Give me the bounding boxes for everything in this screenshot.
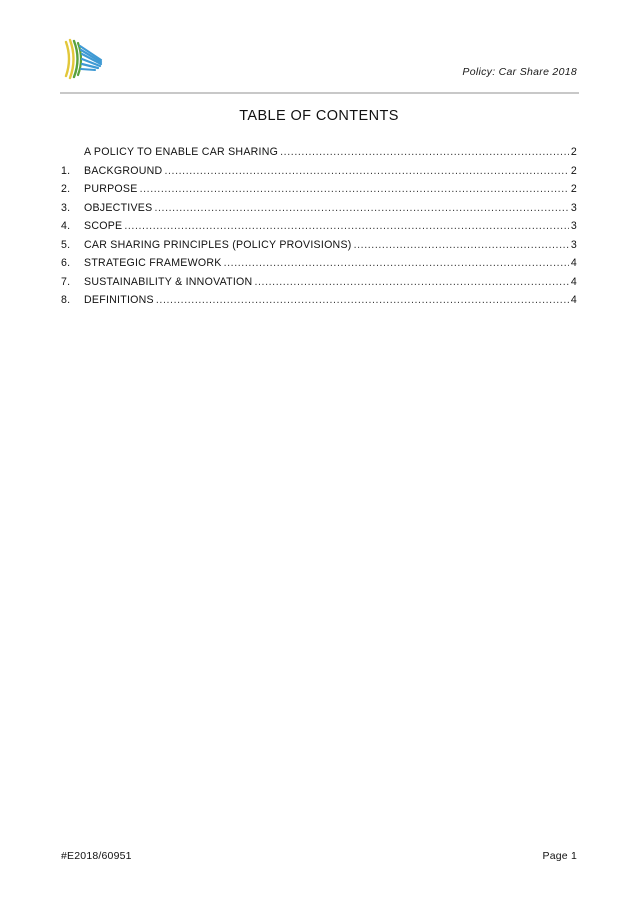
toc-entry[interactable] bbox=[61, 276, 577, 295]
header-divider bbox=[60, 92, 579, 94]
toc-entry[interactable] bbox=[61, 220, 577, 239]
toc-entry-page: 3 bbox=[570, 220, 577, 232]
toc-entry-page: 4 bbox=[570, 257, 577, 269]
toc-entry-number: 7. bbox=[61, 275, 71, 288]
toc-dot-leader bbox=[254, 276, 568, 288]
toc-entry-label: A POLICY TO ENABLE CAR SHARING bbox=[84, 146, 279, 158]
toc-entry-number: 1. bbox=[61, 164, 71, 177]
toc-entry-label: CAR SHARING PRINCIPLES (POLICY PROVISIONS) bbox=[84, 238, 352, 251]
toc-entry[interactable] bbox=[61, 165, 577, 184]
toc-entry-label: STRATEGIC FRAMEWORK bbox=[84, 257, 222, 269]
toc-entry-number: 8. bbox=[61, 294, 71, 306]
toc-entry-label: SUSTAINABILITY & INNOVATION bbox=[84, 275, 253, 288]
toc-entry[interactable] bbox=[61, 257, 577, 276]
toc-dot-leader bbox=[280, 146, 569, 158]
toc-entry-page: 4 bbox=[570, 275, 577, 288]
toc-entry-page: 4 bbox=[570, 294, 577, 306]
toc-entry[interactable] bbox=[61, 183, 577, 202]
toc-entry-label: PURPOSE bbox=[84, 183, 138, 195]
toc-entry-page: 2 bbox=[570, 146, 577, 158]
toc-entry-number: 3. bbox=[61, 201, 71, 214]
toc-dot-leader bbox=[124, 220, 569, 232]
toc-entry-page: 3 bbox=[570, 238, 577, 251]
toc-entry-label: DEFINITIONS bbox=[84, 294, 154, 306]
toc-entry-number: 6. bbox=[61, 257, 71, 269]
table-of-contents bbox=[61, 146, 577, 313]
toc-entry[interactable] bbox=[61, 239, 577, 258]
toc-heading: TABLE OF CONTENTS bbox=[239, 108, 399, 124]
toc-dot-leader bbox=[154, 202, 568, 214]
toc-entry-number: 4. bbox=[61, 220, 71, 232]
toc-entry[interactable] bbox=[61, 202, 577, 221]
toc-entry-label: SCOPE bbox=[84, 220, 123, 232]
toc-entry-page: 2 bbox=[570, 164, 577, 177]
toc-entry-label: OBJECTIVES bbox=[84, 201, 153, 214]
council-logo-icon bbox=[60, 38, 104, 80]
document-reference: #E2018/60951 bbox=[61, 850, 132, 862]
toc-entry[interactable] bbox=[61, 294, 577, 313]
toc-entry-page: 3 bbox=[570, 201, 577, 214]
toc-dot-leader bbox=[164, 165, 568, 177]
toc-entry-label: BACKGROUND bbox=[84, 164, 163, 177]
toc-entry-number: 2. bbox=[61, 183, 71, 195]
document-header-title: Policy: Car Share 2018 bbox=[462, 66, 577, 78]
page-number: Page 1 bbox=[542, 850, 577, 862]
toc-entry-number: 5. bbox=[61, 238, 71, 251]
toc-entry[interactable] bbox=[61, 146, 577, 165]
toc-dot-leader bbox=[354, 239, 569, 251]
toc-dot-leader bbox=[224, 257, 569, 269]
toc-dot-leader bbox=[140, 183, 569, 195]
toc-dot-leader bbox=[156, 294, 569, 306]
toc-entry-page: 2 bbox=[570, 183, 577, 195]
